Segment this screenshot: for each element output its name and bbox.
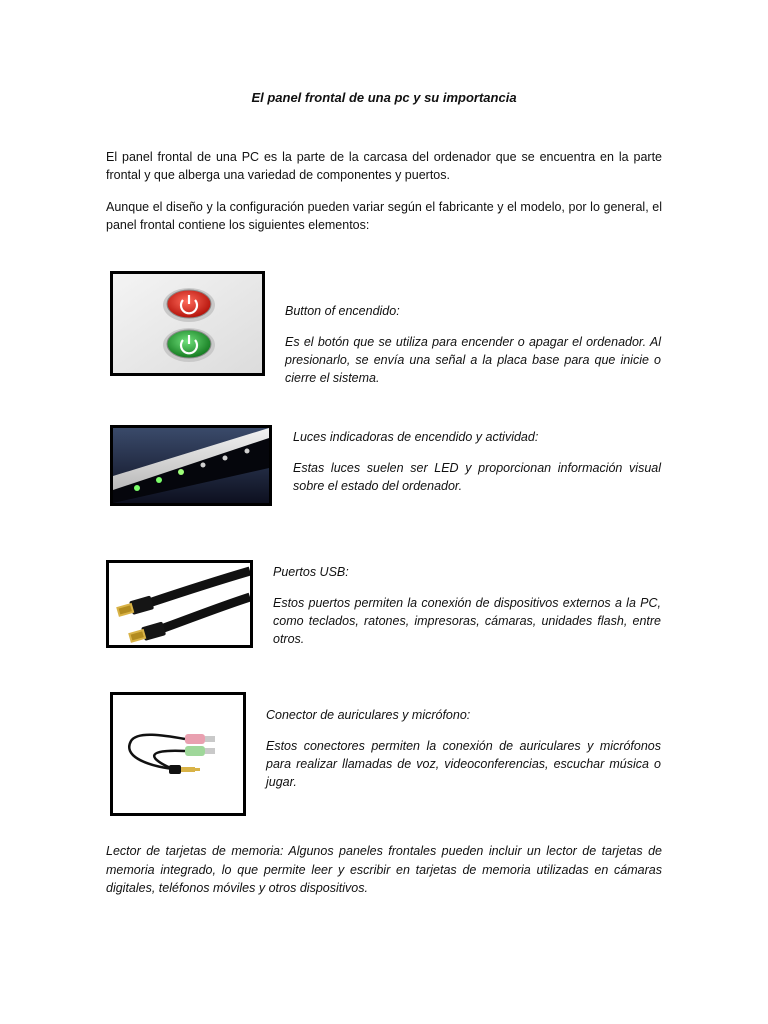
item-audio-connector [266, 706, 661, 791]
item-description: Estos conectores permiten la conexión de auriculares y micrófonos para realizar llamadas de voz, videoconferencias, escuchar música o jugar. [266, 739, 661, 789]
intro-paragraph-1: El panel frontal de una PC es la parte de la carcasa del ordenador que se encuentra en la parte frontal y que alberga una variedad de componentes y puertos. [106, 150, 662, 182]
intro-paragraph-2: Aunque el diseño y la configuración pueden variar según el fabricante y el modelo, por lo general, el panel frontal contiene los siguientes elementos: [106, 200, 662, 232]
usb-cable-image [106, 560, 253, 648]
item-power-button [285, 302, 661, 387]
usb-cable-icon [109, 563, 250, 645]
item-usb-ports [273, 563, 661, 648]
indicator-lights-icon [113, 428, 269, 503]
item-heading: Conector de auriculares y micrófono: [266, 708, 471, 722]
document-title: El panel frontal de una pc y su importancia [251, 90, 517, 105]
item-indicator-lights [293, 428, 661, 495]
power-buttons-icon [113, 274, 262, 373]
item-heading: Button of encendido: [285, 304, 400, 318]
item-heading: Puertos USB: [273, 565, 349, 579]
item-heading: Luces indicadoras de encendido y actividad: [293, 430, 539, 444]
audio-splitter-image [110, 692, 246, 816]
item-description: Estos puertos permiten la conexión de dispositivos externos a la PC, como teclados, ratones, impresoras, cámaras, unidades flash, entre otros. [273, 596, 661, 646]
indicator-lights-image [110, 425, 272, 506]
power-buttons-image [110, 271, 265, 376]
audio-splitter-icon [113, 695, 243, 813]
item-description: Estas luces suelen ser LED y proporcionan información visual sobre el estado del ordenador. [293, 461, 661, 493]
closing-paragraph: Lector de tarjetas de memoria: Algunos paneles frontales pueden incluir un lector de tarjetas de memoria integrado, lo que permite leer y escribir en tarjetas de memoria utilizadas en cámaras digitales, teléfonos móviles y otros dispositivos. [106, 844, 662, 895]
item-description: Es el botón que se utiliza para encender o apagar el ordenador. Al presionarlo, se envía una señal a la placa base para que inicie o cierre el sistema. [285, 335, 661, 385]
